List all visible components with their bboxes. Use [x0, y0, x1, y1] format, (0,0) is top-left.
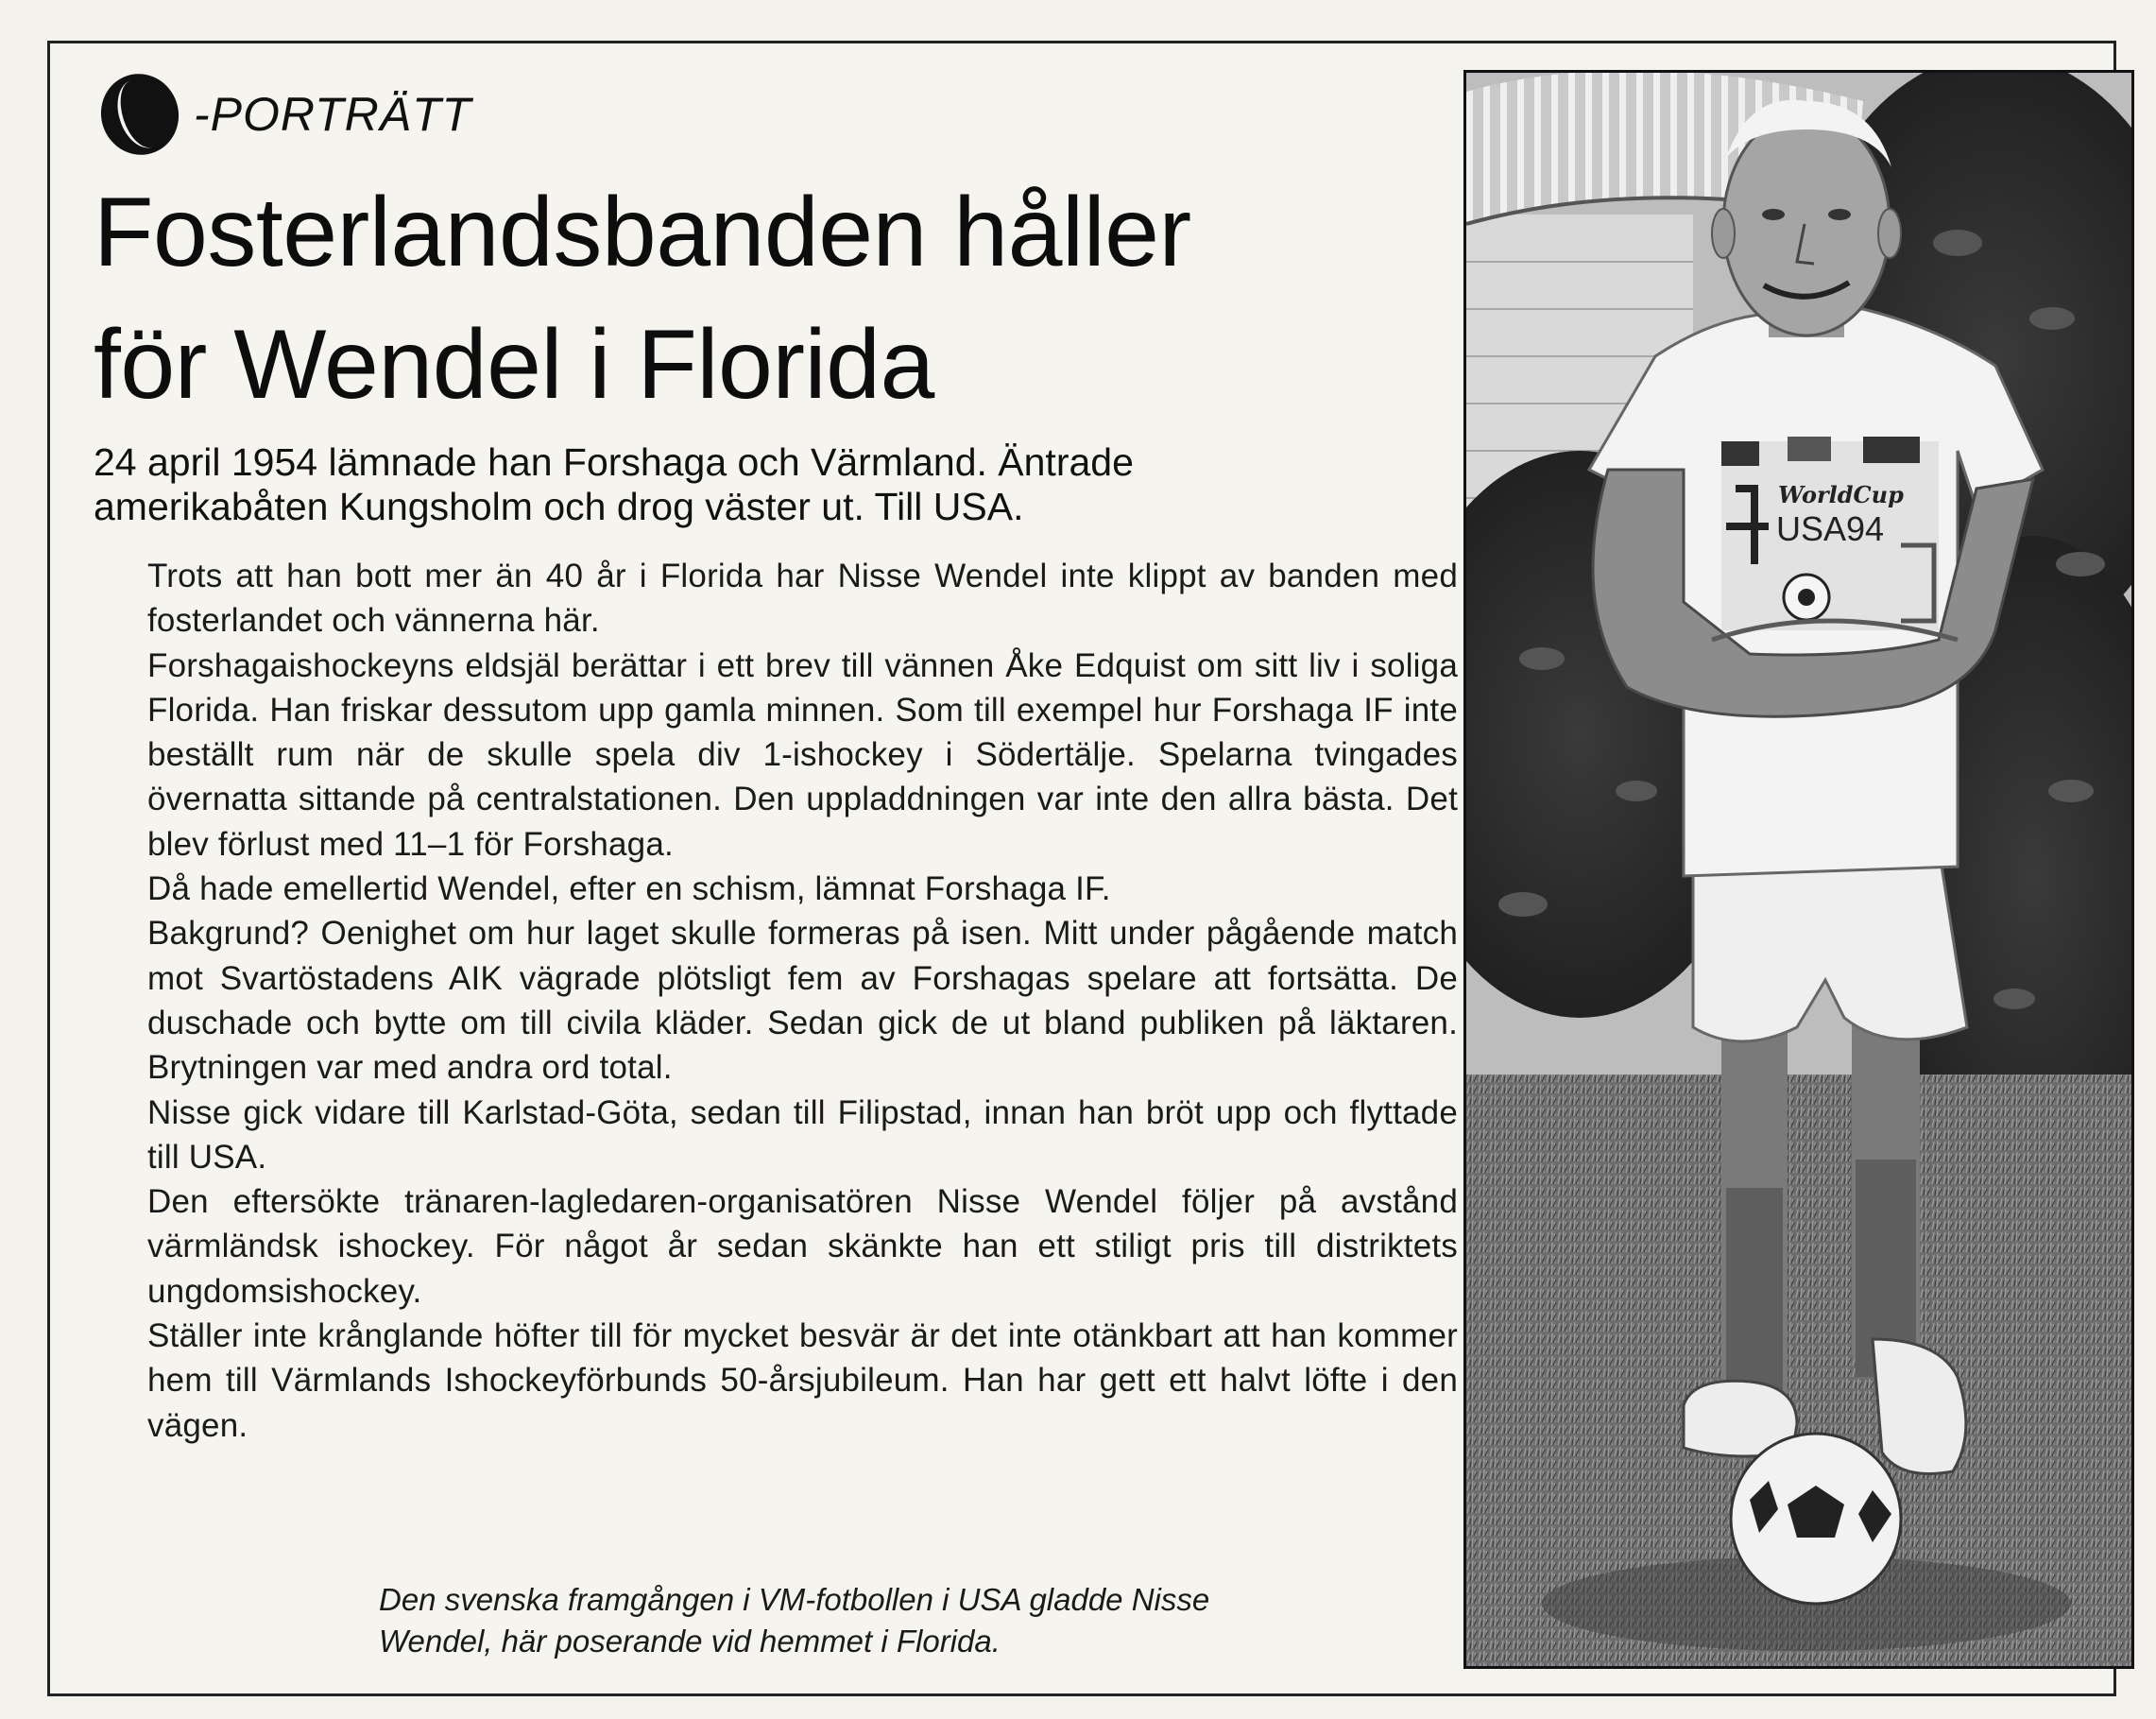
headline [94, 166, 1473, 431]
body-paragraph: Ställer inte krånglande höfter till för mycket besvär är det inte otänkbart att han kommer hem till Värmlands Ishockeyförbunds 50-årsjubileum. Han har gett ett halvt löfte i den vägen. [147, 1317, 1458, 1444]
headline-line-2: för Wendel i Florida [94, 310, 934, 420]
ingress-line-1: 24 april 1954 lämnade han Forshaga och Värmland. Äntrade [94, 440, 1134, 484]
headline-line-1: Fosterlandsbanden håller [94, 178, 1191, 287]
body-paragraph: Nisse gick vidare till Karlstad-Göta, sedan till Filipstad, innan han bröt upp och flyttade till USA. [147, 1093, 1458, 1176]
caption-line-1: Den svenska framgången i VM-fotbollen i USA gladde Nisse [379, 1582, 1210, 1617]
body-paragraph: Forshagaishockeyns eldsjäl berättar i ett brev till vännen Åke Edquist om sitt liv i soliga Florida. Han friskar dessutom upp gamla minnen. Som till exempel hur Forshaga IF inte beställt rum när de skulle spela div 1-ishockey i Södertälje. Spelarna tvingades övernatta sittande på centralstationen. Den uppladdningen var inte den allra bästa. Det blev förlust med 11–1 för Forshaga. [147, 646, 1458, 863]
body-paragraph: Bakgrund? Oenighet om hur laget skulle formeras på isen. Mitt under pågående match mot Svartöstadens AIK vägrade plötsligt fem av Forshagas spelare att fortsätta. De duschade och bytte om till civila kläder. Sedan gick de ut bland publiken på läktaren. Brytningen var med andra ord total. [147, 915, 1458, 1087]
article-frame [47, 41, 2116, 1696]
shirt-print-worldcup: WorldCup [1778, 481, 1904, 508]
ingress [94, 440, 1454, 529]
section-label: -PORTRÄTT [194, 88, 472, 141]
ingress-line-2: amerikabåten Kungsholm och drog väster ut. Till USA. [94, 485, 1024, 528]
section-kicker [99, 72, 471, 157]
photo-caption [379, 1579, 1465, 1662]
body-paragraph: Trots att han bott mer än 40 år i Florida har Nisse Wendel inte klippt av banden med fosterlandet och vännerna här. [147, 558, 1458, 640]
shirt-print-usa94: USA94 [1776, 509, 1885, 548]
caption-line-2: Wendel, här poserande vid hemmet i Florida. [379, 1624, 1001, 1659]
photo-illustration [1466, 73, 2131, 1666]
body-paragraph: Då hade emellertid Wendel, efter en schism, lämnat Forshaga IF. [147, 870, 1111, 908]
article-photo [1463, 70, 2134, 1669]
hockey-puck-icon [91, 63, 189, 164]
body-paragraph: Den eftersökte tränaren-lagledaren-organisatören Nisse Wendel följer på avstånd värmländsk ishockey. För något år sedan skänkte han ett stiligt pris till distriktets ungdomsishockey. [147, 1183, 1458, 1310]
article-body [147, 554, 1458, 1448]
